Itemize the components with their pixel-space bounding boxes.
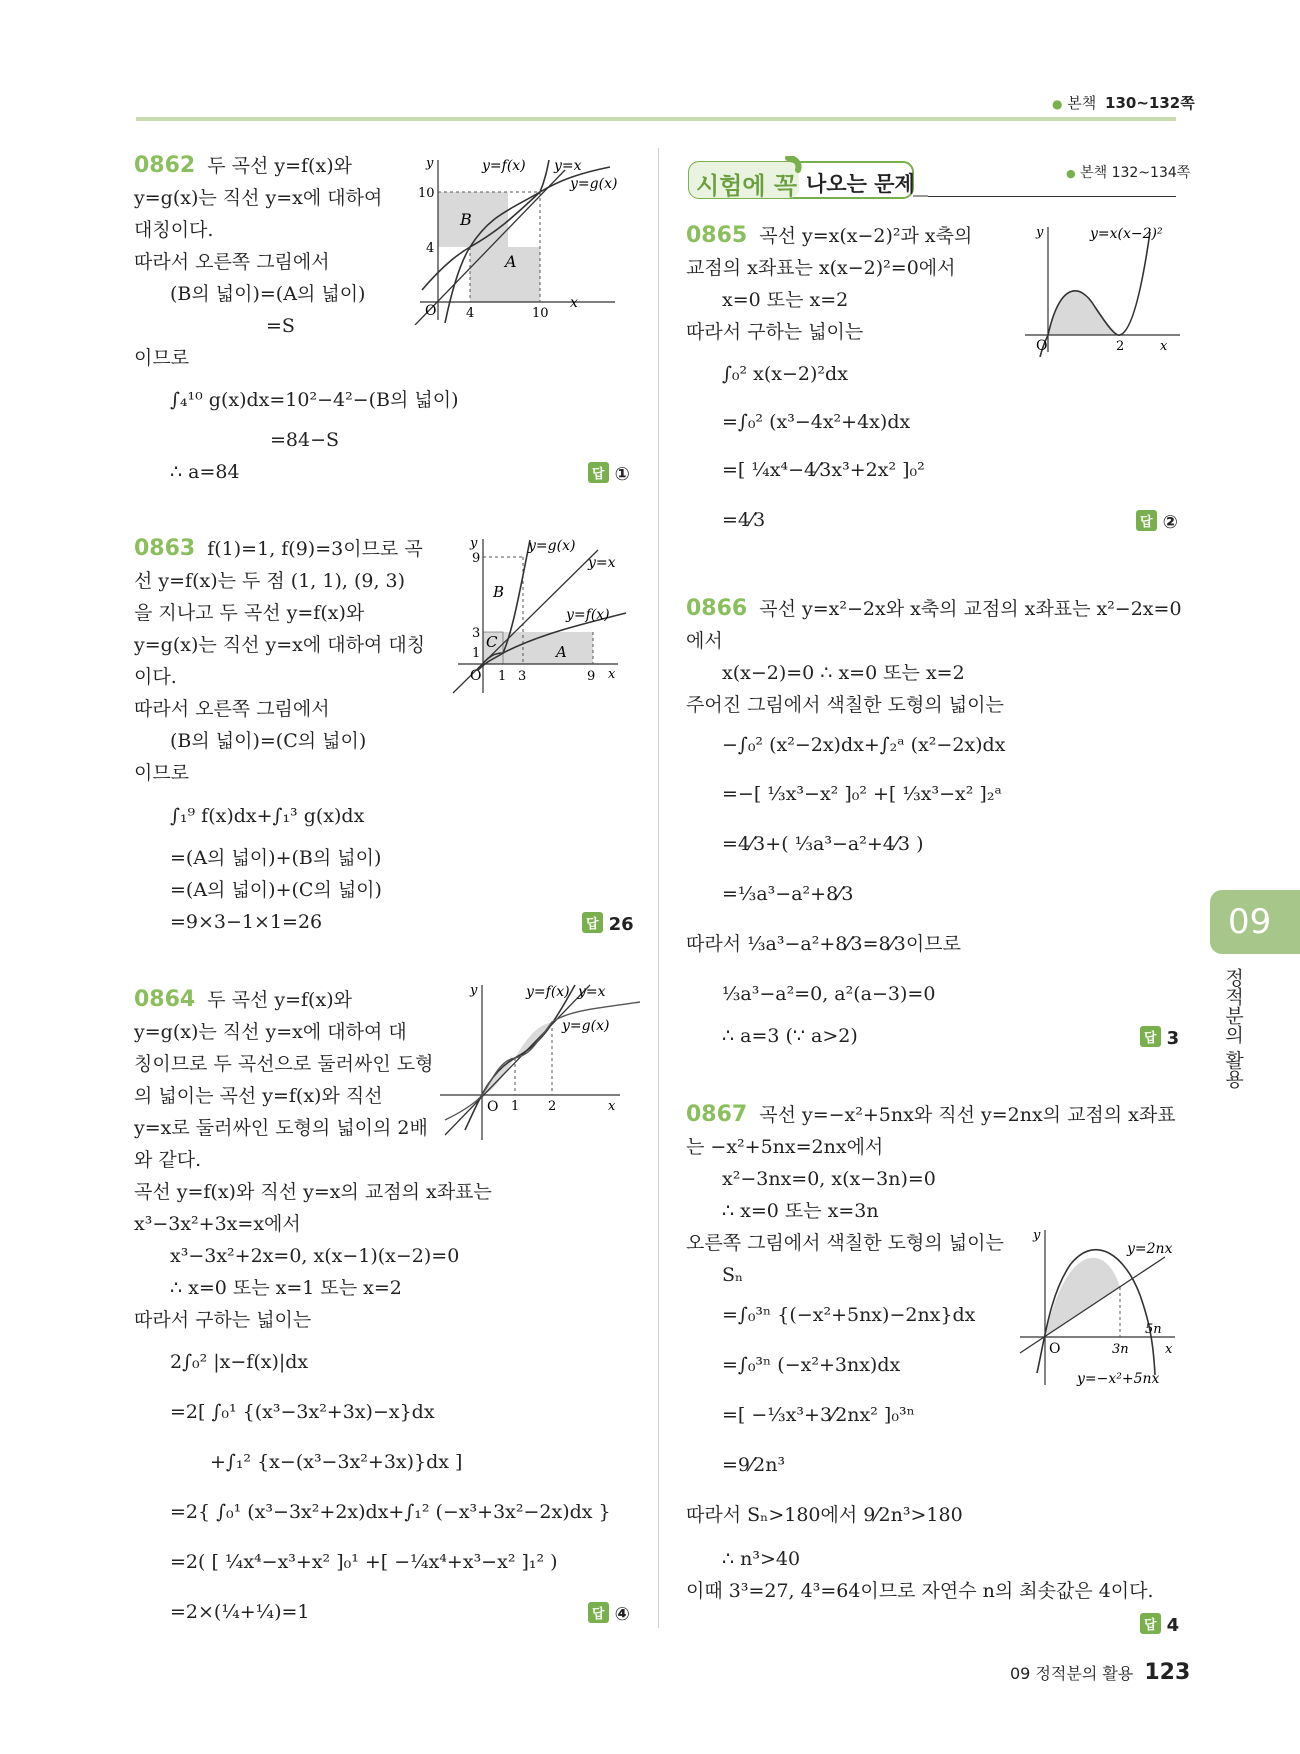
answer-0866 <box>1140 1026 1179 1049</box>
text-line: =84−S <box>270 429 340 451</box>
text-line: =⅓a³−a²+8⁄3 <box>722 883 854 905</box>
text-line: 2∫₀² |x−f(x)|dx <box>170 1351 309 1373</box>
text-line: 따라서 구하는 넓이는 <box>134 1309 312 1331</box>
text-line: =(A의 넓이)+(C의 넓이) <box>170 879 382 901</box>
answer-value: 26 <box>608 914 634 935</box>
label-gx: y=g(x) <box>528 538 576 554</box>
text-line: ∴ x=0 또는 x=1 또는 x=2 <box>170 1277 402 1299</box>
text-line: =2×(¼+¼)=1 <box>170 1601 310 1623</box>
text-line: x³−3x²+3x=x에서 <box>134 1213 301 1235</box>
tick-3-x: 3 <box>518 669 527 684</box>
text-line: =2[ ∫₀¹ {(x³−3x²+3x)−x}dx <box>170 1401 435 1423</box>
text-line: ∴ a=3 (∵ a>2) <box>722 1025 858 1047</box>
banner-title-2: 나오는 문제 <box>806 172 915 196</box>
origin-label: O <box>470 668 482 684</box>
answer-0865 <box>1136 510 1178 533</box>
footer <box>1010 1660 1190 1685</box>
answer-value: 4 <box>1166 1615 1180 1636</box>
text-line: Sₙ <box>722 1264 744 1286</box>
text-line: 곡선 y=f(x)와 직선 y=x의 교점의 x좌표는 <box>134 1181 492 1203</box>
text-line: 따라서 ⅓a³−a²+8⁄3=8⁄3이므로 <box>686 933 961 955</box>
text-line: 와 같다. <box>134 1149 202 1171</box>
text-line: 곡선 y=x(x−2)²과 x축의 <box>759 225 973 247</box>
text-line: 는 −x²+5nx=2nx에서 <box>686 1136 884 1158</box>
tick-3-y: 3 <box>472 626 481 641</box>
label-gx: y=g(x) <box>562 1018 610 1034</box>
label-fx: y=f(x) <box>526 984 570 1000</box>
text-line: 주어진 그림에서 색칠한 도형의 넓이는 <box>686 694 1004 716</box>
text-line: 이므로 <box>134 347 190 369</box>
text-line: 따라서 오른쪽 그림에서 <box>134 251 330 273</box>
tick-4-y: 4 <box>426 241 435 256</box>
x-axis-label: x <box>1160 339 1168 354</box>
region-c-label: C <box>486 633 498 651</box>
label-yx: y=x <box>588 555 616 571</box>
text-line: =∫₀² (x³−4x²+4x)dx <box>722 411 911 433</box>
answer-value: ④ <box>614 1604 630 1625</box>
answer-tag: 답 <box>582 912 603 933</box>
answer-0862 <box>588 462 630 485</box>
label-curve: y=−x²+5nx <box>1077 1371 1160 1387</box>
text-line: y=g(x)는 직선 y=x에 대하여 대 <box>134 1021 407 1043</box>
graph-0865 <box>1020 222 1185 357</box>
text-line: y=g(x)는 직선 y=x에 대하여 대칭 <box>134 634 426 656</box>
text-line: =S <box>266 315 295 337</box>
text-line: 이다. <box>134 666 177 688</box>
tick-10-x: 10 <box>532 306 549 321</box>
text-line: 이므로 <box>134 762 190 784</box>
banner-underline <box>928 196 1176 197</box>
bullet-icon: ● <box>1052 97 1063 111</box>
region-b-label: B <box>493 583 505 601</box>
text-line: +∫₁² {x−(x³−3x²+3x)}dx ] <box>210 1451 463 1473</box>
answer-value: 3 <box>1166 1028 1180 1049</box>
x-axis-label: x <box>1165 1342 1173 1357</box>
tick-2-x: 2 <box>1116 339 1125 354</box>
x-axis-label: x <box>608 1099 616 1114</box>
y-axis-label: y <box>1033 1228 1041 1243</box>
text-line: =(A의 넓이)+(B의 넓이) <box>170 847 382 869</box>
text-line: =4⁄3 <box>722 509 766 531</box>
label-line: y=2nx <box>1127 1241 1173 1257</box>
chapter-side-title: 정적분의 활용 <box>1222 968 1244 1089</box>
text-line: 에서 <box>686 630 723 652</box>
tick-1-x: 1 <box>498 669 507 684</box>
problem-number: 0865 <box>686 223 748 248</box>
chapter-number: 09 <box>1228 902 1272 942</box>
answer-value: ② <box>1162 512 1178 533</box>
text-line: x(x−2)=0 ∴ x=0 또는 x=2 <box>722 662 965 684</box>
right-page-reference <box>1066 162 1190 182</box>
region-a-label: A <box>505 252 517 271</box>
graph-0867 <box>1015 1225 1185 1390</box>
answer-tag: 답 <box>588 462 609 483</box>
ref-label: 본책 <box>1080 165 1108 181</box>
text-line: 따라서 Sₙ>180에서 9⁄2n³>180 <box>686 1504 963 1526</box>
label-gx: y=g(x) <box>570 176 618 192</box>
ref-pages: 130~132쪽 <box>1105 94 1195 112</box>
footer-chapter: 09 정적분의 활용 <box>1010 1664 1134 1683</box>
text-line: 을 지나고 두 곡선 y=f(x)와 <box>134 602 365 624</box>
y-axis-label: y <box>470 536 478 551</box>
tick-1-x: 1 <box>511 1099 520 1114</box>
text-line: ∴ a=84 <box>170 461 240 483</box>
label-fx: y=f(x) <box>566 607 610 623</box>
origin-label: O <box>487 1099 499 1115</box>
answer-0867 <box>1140 1613 1179 1636</box>
tick-5n: 5n <box>1145 1322 1162 1337</box>
ref-pages: 132~134쪽 <box>1111 165 1191 181</box>
text-line: 두 곡선 y=f(x)와 <box>207 989 352 1011</box>
text-line: =[ −⅓x³+3⁄2nx² ]₀³ⁿ <box>722 1404 915 1426</box>
region-shade <box>1045 1258 1120 1337</box>
text-line: y=x로 둘러싸인 도형의 넓이의 2배 <box>134 1117 428 1139</box>
text-line: =−[ ⅓x³−x² ]₀² +[ ⅓x³−x² ]₂ᵃ <box>722 783 1002 805</box>
text-line: −∫₀² (x²−2x)dx+∫₂ᵃ (x²−2x)dx <box>722 734 1006 756</box>
x-axis-label: x <box>608 667 616 682</box>
graph-0862 <box>410 155 650 325</box>
header-rule <box>136 117 1176 121</box>
bullet-icon: ● <box>1066 167 1076 180</box>
tick-9-x: 9 <box>587 669 596 684</box>
text-line: 따라서 구하는 넓이는 <box>686 321 864 343</box>
text-line: ∫₀² x(x−2)²dx <box>722 363 848 385</box>
exam-banner <box>688 156 928 200</box>
origin-label: O <box>1049 1341 1061 1357</box>
text-line: 선 y=f(x)는 두 점 (1, 1), (9, 3) <box>134 570 406 592</box>
text-line: x³−3x²+2x=0, x(x−1)(x−2)=0 <box>170 1245 460 1267</box>
x-axis-label: x <box>570 295 578 311</box>
text-line: =[ ¼x⁴−4⁄3x³+2x² ]₀² <box>722 459 925 481</box>
y-axis-label: y <box>470 983 478 998</box>
text-line: 곡선 y=x²−2x와 x축의 교점의 x좌표는 x²−2x=0 <box>759 598 1182 620</box>
tick-10-y: 10 <box>418 186 435 201</box>
answer-0863 <box>582 912 634 935</box>
text-line: 곡선 y=−x²+5nx와 직선 y=2nx의 교점의 x좌표 <box>759 1104 1176 1126</box>
text-line: 칭이므로 두 곡선으로 둘러싸인 도형 <box>134 1053 434 1075</box>
text-line: (B의 넓이)=(A의 넓이) <box>170 283 366 305</box>
answer-tag: 답 <box>588 1602 609 1623</box>
origin-label: O <box>425 303 437 319</box>
text-line: 오른쪽 그림에서 색칠한 도형의 넓이는 <box>686 1232 1004 1254</box>
label-fx: y=f(x) <box>482 158 526 174</box>
text-line: x=0 또는 x=2 <box>722 289 849 311</box>
tick-4-x: 4 <box>466 306 475 321</box>
curve <box>1040 232 1150 357</box>
text-line: 교점의 x좌표는 x(x−2)²=0에서 <box>686 257 956 279</box>
answer-tag: 답 <box>1140 1026 1161 1047</box>
text-line: 이때 3³=27, 4³=64이므로 자연수 n의 최솟값은 4이다. <box>686 1580 1154 1602</box>
text-line: (B의 넓이)=(C의 넓이) <box>170 730 367 752</box>
label-yx: y=x <box>554 158 582 174</box>
y-axis-label: y <box>426 156 434 171</box>
y-axis-label: y <box>1036 225 1044 240</box>
region-a-label: A <box>556 643 567 661</box>
answer-tag: 답 <box>1140 1613 1161 1634</box>
label-yx: y=x <box>578 984 606 1000</box>
graph-0863 <box>448 535 638 695</box>
answer-tag: 답 <box>1136 510 1157 531</box>
tick-9-y: 9 <box>472 551 481 566</box>
answer-value: ① <box>614 464 630 485</box>
text-line: =9⁄2n³ <box>722 1454 786 1476</box>
graph-0864 <box>440 980 650 1145</box>
tick-3n: 3n <box>1112 1342 1129 1357</box>
text-line: =2{ ∫₀¹ (x³−3x²+2x)dx+∫₁² (−x³+3x²−2x)dx } <box>170 1501 611 1523</box>
text-line: ∫₁⁹ f(x)dx+∫₁³ g(x)dx <box>170 805 365 827</box>
problem-number: 0866 <box>686 596 748 621</box>
page-reference <box>1052 92 1195 113</box>
label-curve: y=x(x−2)² <box>1090 226 1163 242</box>
text-line: 의 넓이는 곡선 y=f(x)와 직선 <box>134 1085 383 1107</box>
answer-0864 <box>588 1602 630 1625</box>
problem-number: 0863 <box>134 536 196 561</box>
text-line: 대칭이다. <box>134 219 214 241</box>
problem-number: 0864 <box>134 987 196 1012</box>
text-line: f(1)=1, f(9)=3이므로 곡 <box>207 538 423 560</box>
region-b-shade <box>438 192 508 247</box>
tick-2-x: 2 <box>548 1099 557 1114</box>
region-b-label: B <box>460 210 472 229</box>
text-line: ∫₄¹⁰ g(x)dx=10²−4²−(B의 넓이) <box>170 389 459 411</box>
text-line: 두 곡선 y=f(x)와 <box>207 155 352 177</box>
tick-1-y: 1 <box>472 646 481 661</box>
column-divider <box>658 148 659 1628</box>
text-line: =∫₀³ⁿ {(−x²+5nx)−2nx}dx <box>722 1304 976 1326</box>
text-line: =9×3−1×1=26 <box>170 911 323 933</box>
problem-number: 0862 <box>134 153 196 178</box>
text-line: ∴ x=0 또는 x=3n <box>722 1200 879 1222</box>
text-line: x²−3nx=0, x(x−3n)=0 <box>722 1168 936 1190</box>
text-line: =4⁄3+( ⅓a³−a²+4⁄3 ) <box>722 833 924 855</box>
text-line: y=g(x)는 직선 y=x에 대하여 <box>134 187 383 209</box>
origin-label: O <box>1036 338 1048 354</box>
ref-label: 본책 <box>1067 94 1097 112</box>
problem-number: 0867 <box>686 1102 748 1127</box>
text-line: 따라서 오른쪽 그림에서 <box>134 698 330 720</box>
text-line: ⅓a³−a²=0, a²(a−3)=0 <box>722 983 936 1005</box>
text-line: =2( [ ¼x⁴−x³+x² ]₀¹ +[ −¼x⁴+x³−x² ]₁² ) <box>170 1551 558 1573</box>
text-line: ∴ n³>40 <box>722 1548 801 1570</box>
chapter-tab <box>1210 890 1300 954</box>
page-number: 123 <box>1144 1660 1191 1685</box>
banner-title-1: 시험에 꼭 <box>696 172 798 200</box>
text-line: =∫₀³ⁿ (−x²+3nx)dx <box>722 1354 901 1376</box>
